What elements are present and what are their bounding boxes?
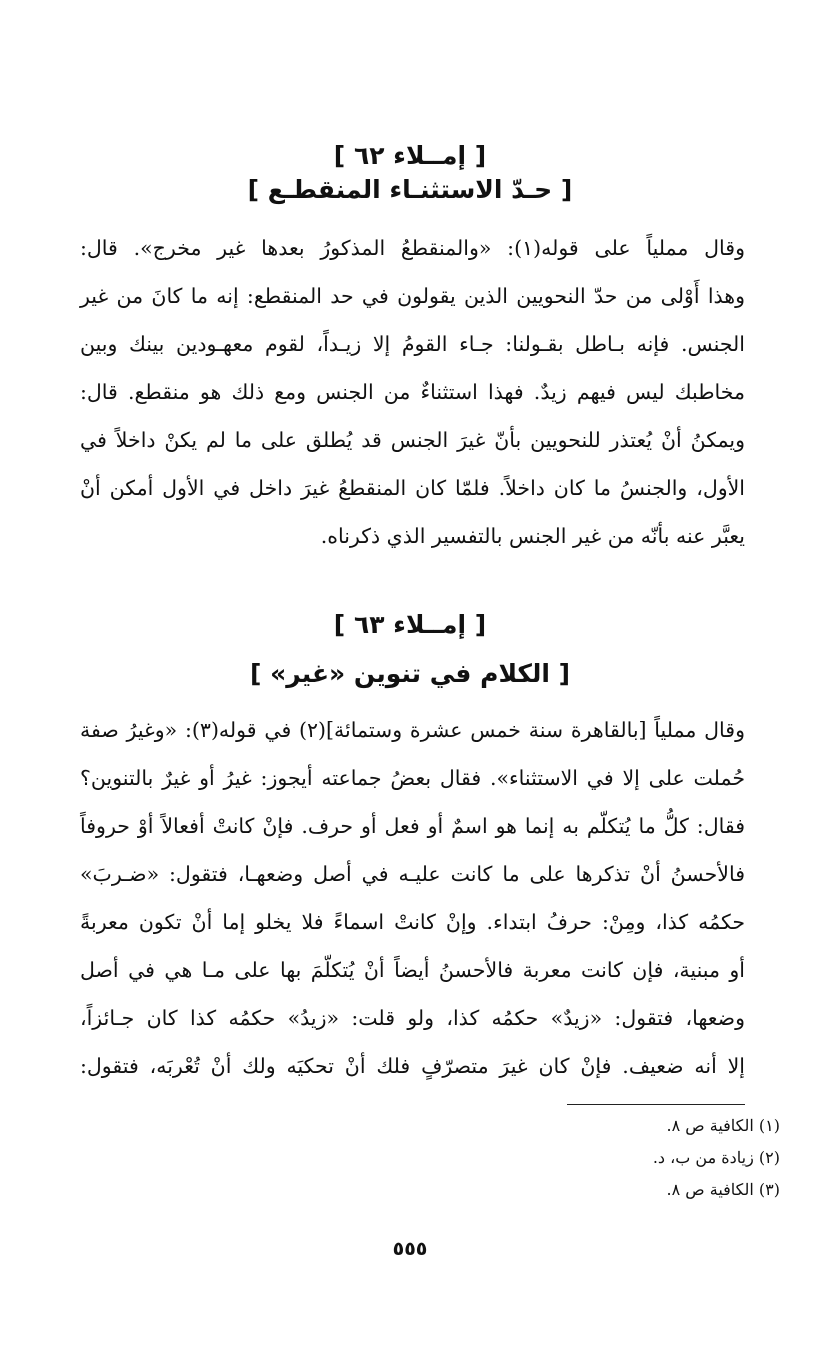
footnote-divider [567,1104,745,1105]
body-line: فالأحسنُ أنْ تذكرها على ما كانت عليـه في أصل وضعهـا، فتقول: «ضـربَ» [80,862,745,886]
section-body-63 [80,706,745,1090]
section-number-heading-62: [ إمــلاء ٦٢ ] [333,141,487,170]
section-title-heading-62: [ حـدّ الاستثنـاء المنقطـع ] [247,175,573,204]
section-body-62 [80,224,745,560]
body-line: حُملت على إلا في الاستثناء». فقال بعضُ جماعته أيجوز: غيرُ أو غيرٌ بالتنوين؟ [80,766,745,790]
section-number-heading-63: [ إمــلاء ٦٣ ] [333,610,487,639]
footnotes [400,1110,780,1206]
body-line: وضعها، فتقول: «زيدٌ» حكمُه كذا، ولو قلت: «زيدُ» حكمُه كذا كان جـائزاً، [80,1006,745,1030]
footnote-2: (٢) زيادة من ب، د. [652,1148,780,1167]
footnote-1: (١) الكافية ص ٨. [666,1116,780,1135]
section-title-heading-63: [ الكلام في تنوين «غير» ] [249,659,571,688]
body-line: الأول، والجنسُ ما كان داخلاً. فلمّا كان المنقطعُ غيرَ داخل في الأول أمكن أنْ [80,476,745,500]
page-number: ٥٥٥ [392,1238,428,1260]
body-line: يعبَّر عنه بأنّه من غير الجنس بالتفسير الذي ذكرناه. [320,524,745,548]
body-line: وقال مملياً [بالقاهرة سنة خمس عشرة وستمائة](٢) في قوله(٣): «وغيرُ صفة [80,718,745,742]
body-line: فقال: كلُّ ما يُتكلّم به إنما هو اسمٌ أو فعل أو حرف. فإنْ كانتْ أفعالاً أوْ حروفاً [80,814,745,838]
body-line: حكمُه كذا، ومِنْ: حرفُ ابتداء. وإنْ كانتْ اسماءً فلا يخلو إما أنْ تكون معربةً [80,910,745,934]
body-line: أو مبنية، فإن كانت معربة فالأحسنُ أيضاً أنْ يُتكلّمَ بها على مـا هي في أصل [80,958,745,982]
body-line: مخاطبك ليس فيهم زيدٌ. فهذا استثناءٌ من الجنس ومع ذلك هو منقطع. قال: [80,380,745,404]
body-line: ويمكنُ أنْ يُعتذر للنحويين بأنّ غيرَ الجنس قد يُطلق على ما لم يكنْ داخلاً في [80,428,745,452]
body-line: الجنس. فإنه بـاطل بقـولنا: جـاء القومُ إلا زيـداً، لقوم معهـودين بينك وبين [80,332,745,356]
footnote-3: (٣) الكافية ص ٨. [666,1180,780,1199]
body-line: إلا أنه ضعيف. فإنْ كان غيرَ متصرّفٍ فلك أنْ تحكيَه ولك أنْ تُعْربَه، فتقول: [80,1054,745,1078]
body-line: وقال مملياً على قوله(١): «والمنقطعُ المذكورُ بعدها غير مخرج». قال: [80,236,745,260]
body-line: وهذا أَوْلى من حدّ النحويين الذين يقولون في حد المنقطع: إنه ما كانَ من غير [80,284,745,308]
